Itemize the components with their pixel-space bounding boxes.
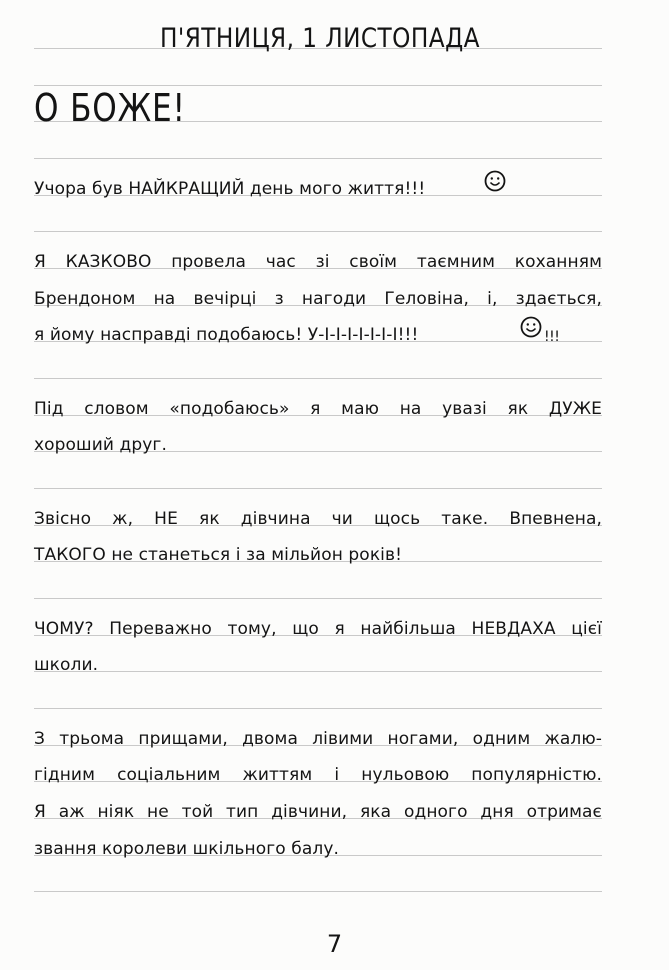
- ruled-line: [34, 598, 602, 599]
- ruled-line: [34, 708, 602, 709]
- text-line: З трьома прищами, двома лівими ногами, одним жалю-: [34, 729, 602, 749]
- text-line: Я КАЗКОВО провела час зі своїм таємним коханням: [34, 252, 602, 272]
- smiley-face-icon: [520, 316, 542, 338]
- text-line: Брендоном на вечірці з нагоди Геловіна, і, здається,: [34, 289, 602, 309]
- smiley-face-icon: [484, 170, 506, 192]
- text-line: школи.: [34, 655, 99, 675]
- ruled-line: [34, 378, 602, 379]
- text-line: ЧОМУ? Переважно тому, що я найбільша НЕВДАХА цієї: [34, 619, 602, 639]
- text-line: Я аж ніяк не той тип дівчини, яка одного дня отримає: [34, 802, 602, 822]
- page-number: 7: [326, 930, 343, 958]
- ruled-line: [34, 231, 602, 232]
- text-line: звання королеви шкільного балу.: [34, 839, 340, 859]
- text-line: Звісно ж, НЕ як дівчина чи щось таке. Впевнена,: [34, 509, 602, 529]
- date-heading: П'ЯТНИЦЯ, 1 ЛИСТОПАДА: [160, 23, 480, 54]
- ruled-line: [34, 488, 602, 489]
- text-line: Учора був НАЙКРАЩИЙ день мого життя!!!: [34, 179, 426, 199]
- ruled-line: [34, 158, 602, 159]
- text-line: гідним соціальним життям і нульовою популярністю.: [34, 765, 602, 785]
- page-title: О БОЖЕ!: [34, 86, 186, 130]
- text-line: хороший друг.: [34, 435, 167, 455]
- text-line: я йому насправді подобаюсь! У-І-І-І-І-І-І-І!!!: [34, 325, 419, 345]
- text-line: ТАКОГО не станеться і за мільйон років!: [34, 545, 403, 565]
- text-line: Під словом «подобаюсь» я маю на увазі як ДУЖЕ: [34, 399, 602, 419]
- ruled-line: [34, 891, 602, 892]
- exclamation-tail: !!!: [544, 329, 560, 345]
